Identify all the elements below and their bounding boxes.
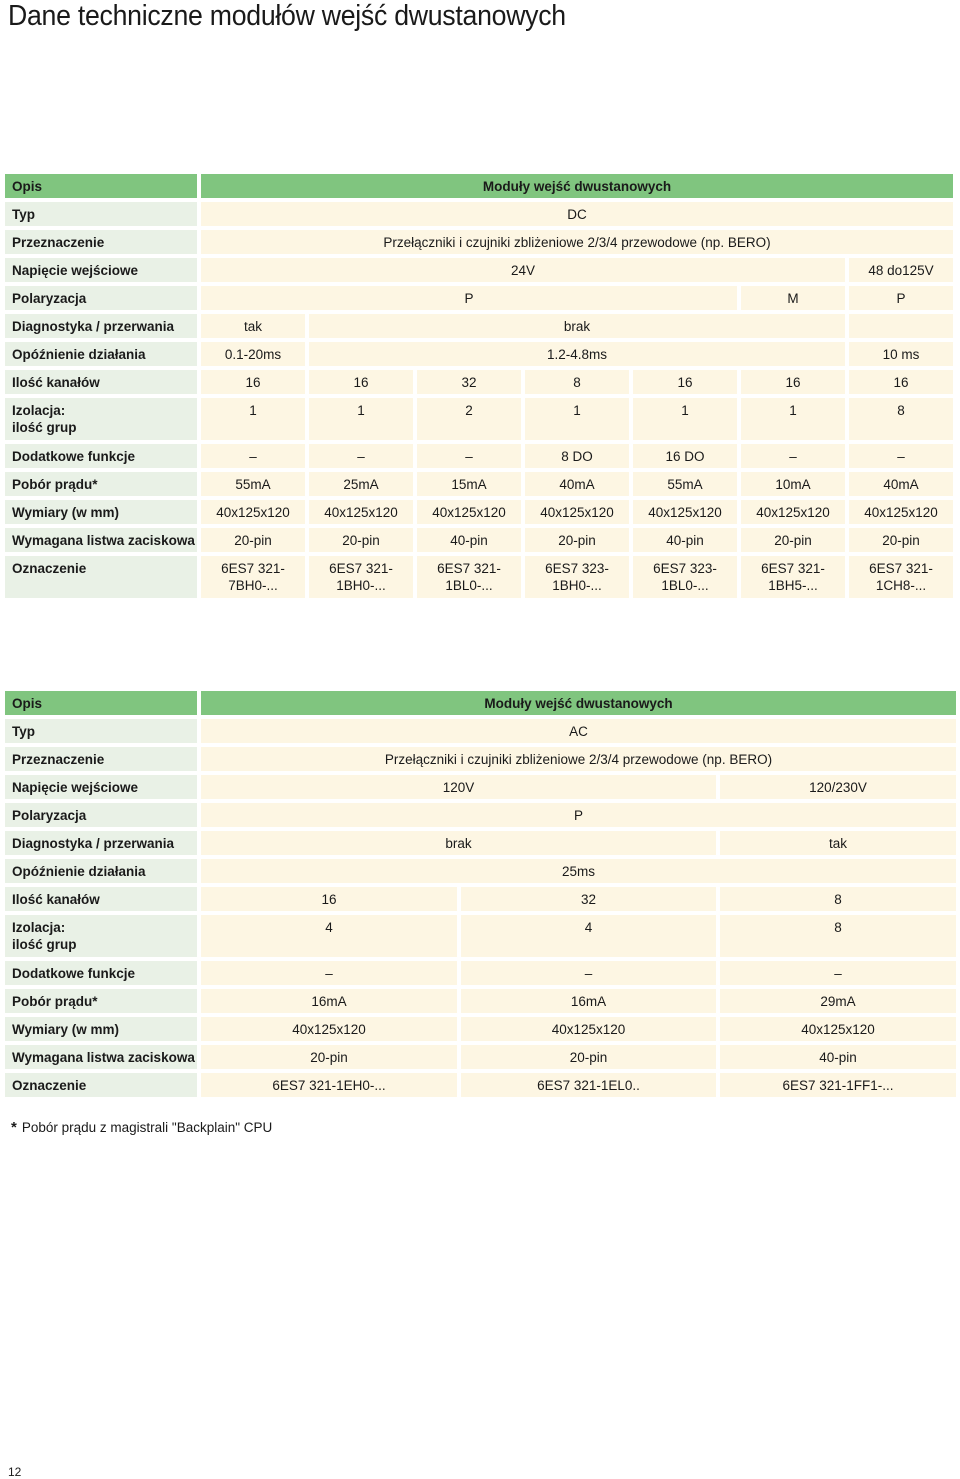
dc-listwa-cell: 20-pin (201, 528, 305, 552)
row-label-napiecie: Napięcie wejściowe (5, 258, 197, 282)
dc-listwa-cell: 40-pin (633, 528, 737, 552)
ac-listwa-cell: 20-pin (461, 1045, 716, 1069)
row-label-przeznaczenie: Przeznaczenie (5, 747, 197, 771)
ac-listwa-cell: 40-pin (720, 1045, 956, 1069)
dc-typ-cell: DC (201, 202, 953, 226)
dc-wymiary-cell: 40x125x120 (633, 500, 737, 524)
page-title: Dane techniczne modułów wejść dwustanowych (8, 0, 566, 32)
dc-pobor-cell: 40mA (849, 472, 953, 496)
dc-oznaczenie-cell: 6ES7 321- 1BH5-... (741, 556, 845, 598)
ac-oznaczenie-cell: 6ES7 321-1EH0-... (201, 1073, 457, 1097)
row-label-opis: Opis (5, 174, 197, 198)
dc-funkcje-cell: 16 DO (633, 444, 737, 468)
dc-izolacja-cell: 1 (741, 398, 845, 440)
dc-kanaly-cell: 32 (417, 370, 521, 394)
row-label-typ: Typ (5, 202, 197, 226)
dc-listwa-cell: 20-pin (309, 528, 413, 552)
footnote-text: Pobór prądu z magistrali "Backplain" CPU (21, 1120, 273, 1135)
dc-wymiary-cell: 40x125x120 (201, 500, 305, 524)
ac-funkcje-cell: – (201, 961, 457, 985)
ac-wymiary-cell: 40x125x120 (461, 1017, 716, 1041)
dc-wymiary-cell: 40x125x120 (309, 500, 413, 524)
ac-typ-cell: AC (201, 719, 956, 743)
ac-pobor-cell: 16mA (201, 989, 457, 1013)
ac-przeznaczenie-cell: Przełączniki i czujniki zbliżeniowe 2/3/4 przewodowe (np. BERO) (201, 747, 956, 771)
dc-kanaly-cell: 16 (201, 370, 305, 394)
dc-izolacja-cell: 8 (849, 398, 953, 440)
ac-napiecie-cell: 120/230V (720, 775, 956, 799)
row-label-funkcje: Dodatkowe funkcje (5, 444, 197, 468)
ac-oznaczenie-cell: 6ES7 321-1EL0.. (461, 1073, 716, 1097)
dc-kanaly-cell: 16 (309, 370, 413, 394)
dc-kanaly-cell: 16 (849, 370, 953, 394)
dc-wymiary-cell: 40x125x120 (741, 500, 845, 524)
dc-funkcje-cell: – (741, 444, 845, 468)
dc-wymiary-cell: 40x125x120 (525, 500, 629, 524)
dc-polaryzacja-cell: P (201, 286, 737, 310)
row-label-oznaczenie: Oznaczenie (5, 1073, 197, 1097)
dc-oznaczenie-cell: 6ES7 321- 1BH0-... (309, 556, 413, 598)
dc-funkcje-cell: – (849, 444, 953, 468)
dc-funkcje-cell: – (309, 444, 413, 468)
dc-funkcje-cell: – (201, 444, 305, 468)
row-label-kanaly: Ilość kanałów (5, 370, 197, 394)
dc-pobor-cell: 40mA (525, 472, 629, 496)
dc-izolacja-cell: 1 (309, 398, 413, 440)
ac-napiecie-cell: 120V (201, 775, 716, 799)
dc-izolacja-cell: 2 (417, 398, 521, 440)
row-label-izolacja: Izolacja: ilość grup (5, 398, 197, 440)
dc-funkcje-cell: – (417, 444, 521, 468)
row-label-wymiary: Wymiary (w mm) (5, 500, 197, 524)
dc-listwa-cell: 20-pin (849, 528, 953, 552)
dc-izolacja-cell: 1 (525, 398, 629, 440)
row-label-pobor: Pobór prądu* (5, 989, 197, 1013)
ac-polaryzacja-cell: P (201, 803, 956, 827)
dc-listwa-cell: 20-pin (525, 528, 629, 552)
ac-funkcje-cell: – (461, 961, 716, 985)
dc-kanaly-cell: 8 (525, 370, 629, 394)
row-label-izolacja: Izolacja: ilość grup (5, 915, 197, 957)
ac-kanaly-cell: 32 (461, 887, 716, 911)
dc-napiecie-cell: 24V (201, 258, 845, 282)
ac-oznaczenie-cell: 6ES7 321-1FF1-... (720, 1073, 956, 1097)
row-label-kanaly: Ilość kanałów (5, 887, 197, 911)
ac-funkcje-cell: – (720, 961, 956, 985)
ac-opoznienie-cell: 25ms (201, 859, 956, 883)
dc-oznaczenie-cell: 6ES7 323- 1BH0-... (525, 556, 629, 598)
dc-izolacja-cell: 1 (633, 398, 737, 440)
dc-diagnostyka-empty-cell (849, 314, 953, 338)
dc-napiecie-cell: 48 do125V (849, 258, 953, 282)
dc-header-cell: Moduły wejść dwustanowych (201, 174, 953, 198)
ac-diagnostyka-cell: brak (201, 831, 716, 855)
dc-input-modules-table (5, 174, 956, 602)
row-label-wymiary: Wymiary (w mm) (5, 1017, 197, 1041)
dc-opoznienie-cell: 10 ms (849, 342, 953, 366)
dc-oznaczenie-cell: 6ES7 321- 7BH0-... (201, 556, 305, 598)
ac-pobor-cell: 29mA (720, 989, 956, 1013)
ac-wymiary-cell: 40x125x120 (720, 1017, 956, 1041)
ac-kanaly-cell: 16 (201, 887, 457, 911)
dc-kanaly-cell: 16 (741, 370, 845, 394)
row-label-listwa: Wymagana listwa zaciskowa (5, 1045, 197, 1069)
row-label-oznaczenie: Oznaczenie (5, 556, 197, 598)
dc-listwa-cell: 20-pin (741, 528, 845, 552)
dc-pobor-cell: 55mA (633, 472, 737, 496)
ac-listwa-cell: 20-pin (201, 1045, 457, 1069)
ac-kanaly-cell: 8 (720, 887, 956, 911)
ac-diagnostyka-cell: tak (720, 831, 956, 855)
ac-input-modules-table (5, 691, 956, 1101)
dc-polaryzacja-cell: M (741, 286, 845, 310)
page-number: 12 (8, 1465, 22, 1479)
row-label-przeznaczenie: Przeznaczenie (5, 230, 197, 254)
dc-wymiary-cell: 40x125x120 (417, 500, 521, 524)
footnote-mark: * (11, 1119, 17, 1136)
row-label-typ: Typ (5, 719, 197, 743)
row-label-opoznienie: Opóźnienie działania (5, 859, 197, 883)
dc-opoznienie-cell: 1.2-4.8ms (309, 342, 845, 366)
row-label-opoznienie: Opóźnienie działania (5, 342, 197, 366)
dc-funkcje-cell: 8 DO (525, 444, 629, 468)
row-label-funkcje: Dodatkowe funkcje (5, 961, 197, 985)
dc-oznaczenie-cell: 6ES7 323- 1BL0-... (633, 556, 737, 598)
row-label-diagnostyka: Diagnostyka / przerwania (5, 314, 197, 338)
row-label-opis: Opis (5, 691, 197, 715)
dc-diagnostyka-cell: brak (309, 314, 845, 338)
dc-wymiary-cell: 40x125x120 (849, 500, 953, 524)
dc-oznaczenie-cell: 6ES7 321- 1CH8-... (849, 556, 953, 598)
dc-pobor-cell: 10mA (741, 472, 845, 496)
dc-przeznaczenie-cell: Przełączniki i czujniki zbliżeniowe 2/3/4 przewodowe (np. BERO) (201, 230, 953, 254)
dc-polaryzacja-cell: P (849, 286, 953, 310)
row-label-diagnostyka: Diagnostyka / przerwania (5, 831, 197, 855)
ac-wymiary-cell: 40x125x120 (201, 1017, 457, 1041)
dc-kanaly-cell: 16 (633, 370, 737, 394)
ac-header-cell: Moduły wejść dwustanowych (201, 691, 956, 715)
footnote (11, 1119, 272, 1136)
row-label-polaryzacja: Polaryzacja (5, 803, 197, 827)
ac-pobor-cell: 16mA (461, 989, 716, 1013)
row-label-listwa: Wymagana listwa zaciskowa (5, 528, 197, 552)
row-label-napiecie: Napięcie wejściowe (5, 775, 197, 799)
dc-pobor-cell: 25mA (309, 472, 413, 496)
dc-pobor-cell: 55mA (201, 472, 305, 496)
row-label-polaryzacja: Polaryzacja (5, 286, 197, 310)
row-label-pobor: Pobór prądu* (5, 472, 197, 496)
ac-izolacja-cell: 8 (720, 915, 956, 957)
dc-diagnostyka-cell: tak (201, 314, 305, 338)
dc-pobor-cell: 15mA (417, 472, 521, 496)
dc-izolacja-cell: 1 (201, 398, 305, 440)
ac-izolacja-cell: 4 (201, 915, 457, 957)
dc-opoznienie-cell: 0.1-20ms (201, 342, 305, 366)
dc-listwa-cell: 40-pin (417, 528, 521, 552)
dc-oznaczenie-cell: 6ES7 321- 1BL0-... (417, 556, 521, 598)
ac-izolacja-cell: 4 (461, 915, 716, 957)
